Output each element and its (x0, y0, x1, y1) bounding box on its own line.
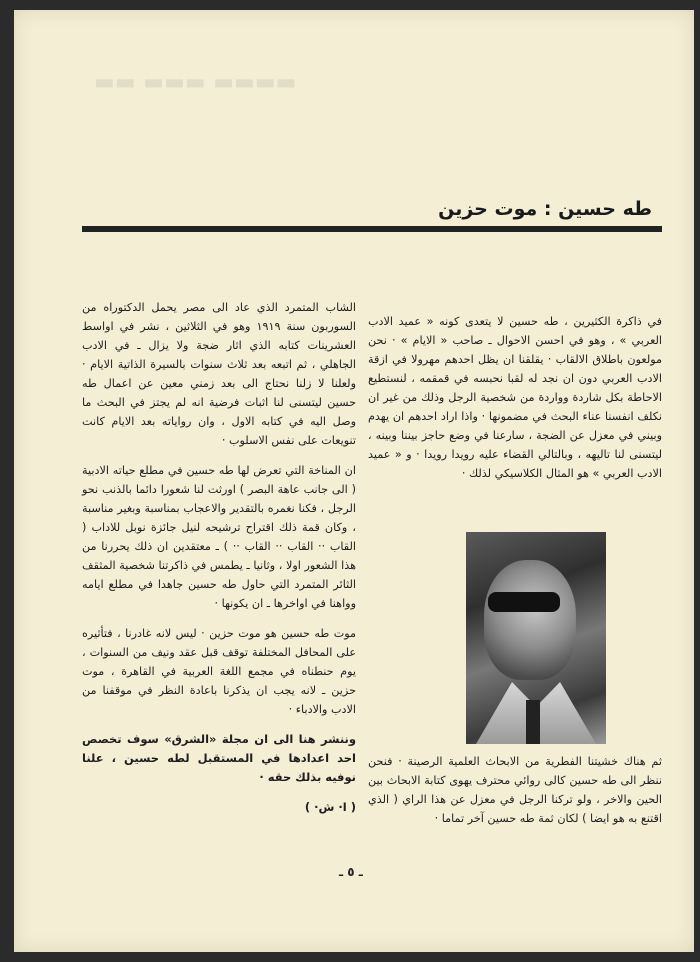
magazine-page (14, 10, 694, 952)
title-rule (82, 226, 662, 232)
right-paragraph-1: في ذاكرة الكثيرين ، طه حسين لا يتعدى كونه « عميد الادب العربي » ، وهو في احسن الاحوال ـ صاحب « الايام » · نحن مولعون باطلاق الالقاب · يقلقنا ان يظل احدهم مهرولا في ازقة الادب العربي دون ان نجد له لقبا نحبسه في قمقمه ، لنستطيع الاحاطة بكل شاردة وواردة من شخصية الرجل وذلك من غير ان نكلف انفسنا عناء البحث في مضمونها · واذا اراد احدهم ان يهدم وبيني في معزل عن الضجة ، سارعنا في وضع حاجز بيننا وبينه ، ليتسنى لنا تاليهه ، وبالتالي القضاء عليه رويدا رويدا · و « عميد الادب العربي » هو المثال الكلاسيكي لذلك · (368, 315, 662, 480)
portrait-glasses (488, 592, 560, 612)
article-title: طه حسين : موت حزين (438, 198, 652, 220)
left-paragraph-3: موت طه حسين هو موت حزين · ليس لانه غادرنا ، فتأثيره على المحافل المختلفة توقف قبل عقد ونيف من السنوات ، يوم حنطناه في مجمع اللغة العربية في القاهرة ، موت حزين ـ لانه يجب ان يذكرنا باعادة النظر في موقفنا من الادب والادباء · (82, 627, 356, 716)
portrait-photo (466, 532, 606, 744)
portrait-tie (526, 700, 540, 744)
right-column-bottom (368, 752, 662, 839)
author-signature: ( ا· ش· ) (304, 800, 356, 814)
page-number: ـ ٥ ـ (339, 865, 363, 879)
closing-note: وننشر هنا الى ان مجلة «الشرق» سوف تخصص احد اعدادها في المستقبل لطه حسين ، علنا نوفيه بذلك حقه · (82, 732, 356, 784)
portrait-face (484, 560, 576, 680)
left-paragraph-1: الشاب المتمرد الذي عاد الى مصر يحمل الدكتوراه من السوربون سنة ١٩١٩ وهو في الثلاثين ، نشر في اواسط العشرينات كتابه الذي اثار ضجة ولا يزال ـ في الادب الجاهلي ، ثم اتبعه بعد ثلاث سنوات بالسيرة الذاتية الايام · ولعلنا لا زلنا نحتاج الى بعد زمني معين عن اعمال طه حسين ليتسنى لنا اثبات فرضية انه لم يجتز في البحث ما وصل اليه في كتابه الاول ، وان رواياته بعد الايام كانت تنويعات على نفس الاسلوب · (82, 301, 357, 447)
left-paragraph-2: ان المناخة التي تعرض لها طه حسين في مطلع حياته الادبية ( الى جانب عاهة البصر ) اورثت لنا شعورا دائما بالذنب نحو الرجل ، فكنا نغمره بالتقدير والاعجاب بمناسبة وبغير مناسبة ، وكان قمة ذلك اقتراح ترشيحه لنيل جائزة نوبل للاداب ( القاب ·· القاب ·· القاب ·· ) ـ معتقدين ان ذلك يحررنا من هذا الشعور اولا ، وثانيا ـ يطمس في ذاكرتنا شخصية المثقف الثائر المتمرد التي حاول طه حسين جاهدا في مطلع ايامه وواهنا في اواخرها ـ ان يكونها · (82, 464, 356, 610)
left-column (82, 298, 356, 828)
right-column-top (368, 312, 662, 494)
show-through-text: ▬▬ ▬▬▬ ▬▬▬▬ (94, 70, 297, 95)
right-paragraph-2: ثم هناك خشيتنا الفطرية من الابحاث العلمية الرصينة · فنحن ننظر الى طه حسين كالى روائي محترف يهوى كتابة الابحاث بين الحين والاخر ، ولو تركنا الرجل في معزل عن هذا الراي ( الذي اقتنع به هو ايضا ) لكان ثمة طه حسين آخر تماما · (368, 755, 662, 825)
